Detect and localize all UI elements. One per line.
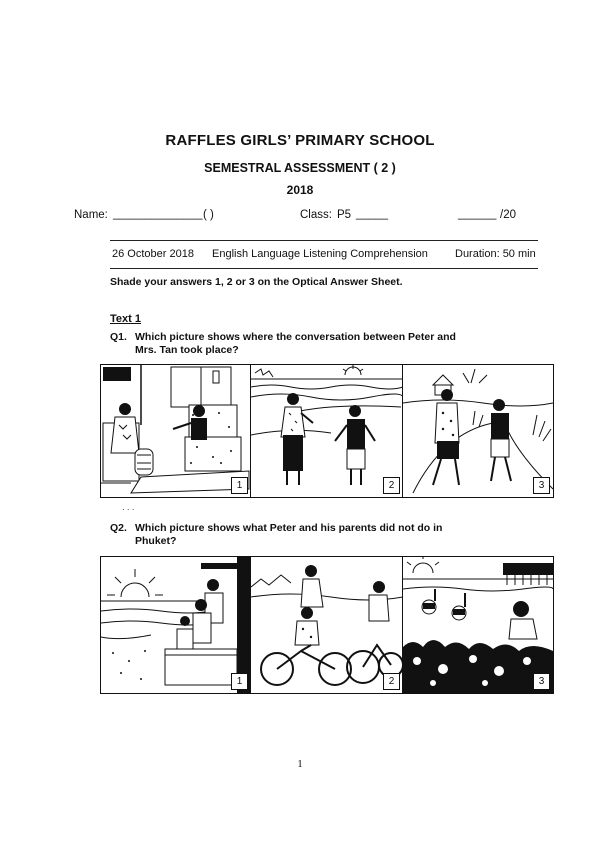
q2-option-2[interactable] xyxy=(250,556,404,694)
score-field[interactable]: ______ xyxy=(458,208,497,220)
question-number: Q2. xyxy=(110,522,127,534)
option-number: 1 xyxy=(231,477,248,494)
name-label: Name: xyxy=(74,209,108,221)
score-total: /20 xyxy=(500,209,516,221)
cycling-illustration xyxy=(251,557,403,693)
school-name: RAFFLES GIRLS’ PRIMARY SCHOOL xyxy=(165,132,435,149)
question-number: Q1. xyxy=(110,331,127,343)
q1-option-2[interactable] xyxy=(250,364,404,498)
option-number: 1 xyxy=(231,673,248,690)
option-number: 3 xyxy=(533,477,550,494)
section-heading: Text 1 xyxy=(110,313,141,325)
divider-top xyxy=(110,240,538,241)
register-number-field[interactable]: ( ) xyxy=(203,209,214,221)
divider-bottom xyxy=(110,268,538,269)
name-field[interactable]: ______________ xyxy=(113,208,203,220)
sunset-balcony-illustration xyxy=(101,557,251,693)
instruction-text: Shade your answers 1, 2 or 3 on the Optical Answer Sheet. xyxy=(110,276,403,288)
option-number: 2 xyxy=(383,477,400,494)
option-number: 3 xyxy=(533,673,550,690)
exam-date: 26 October 2018 xyxy=(112,248,194,260)
assessment-year: 2018 xyxy=(286,183,314,197)
living-room-illustration xyxy=(101,365,251,497)
q1-option-3[interactable] xyxy=(402,364,554,498)
exam-paper: English Language Listening Comprehension xyxy=(212,248,428,260)
question-text: Phuket? xyxy=(135,535,177,547)
class-field[interactable]: _____ xyxy=(356,208,388,220)
q1-option-1[interactable] xyxy=(100,364,252,498)
class-value: P5 xyxy=(337,209,352,221)
park-path-illustration xyxy=(403,365,553,497)
q2-option-1[interactable] xyxy=(100,556,252,694)
class-label: Class: xyxy=(300,209,332,221)
snorkelling-illustration xyxy=(403,557,553,693)
option-number: 2 xyxy=(383,673,400,690)
scan-mark: · · · xyxy=(122,505,135,514)
question-text: Which picture shows where the conversation between Peter and xyxy=(135,331,456,343)
question-text: Which picture shows what Peter and his parents did not do in xyxy=(135,522,443,534)
q2-option-3[interactable] xyxy=(402,556,554,694)
beach-illustration xyxy=(251,365,403,497)
assessment-title: SEMESTRAL ASSESSMENT ( 2 ) xyxy=(204,161,396,175)
page-number: 1 xyxy=(297,758,303,770)
question-text: Mrs. Tan took place? xyxy=(135,344,239,356)
exam-duration: Duration: 50 min xyxy=(455,248,536,260)
